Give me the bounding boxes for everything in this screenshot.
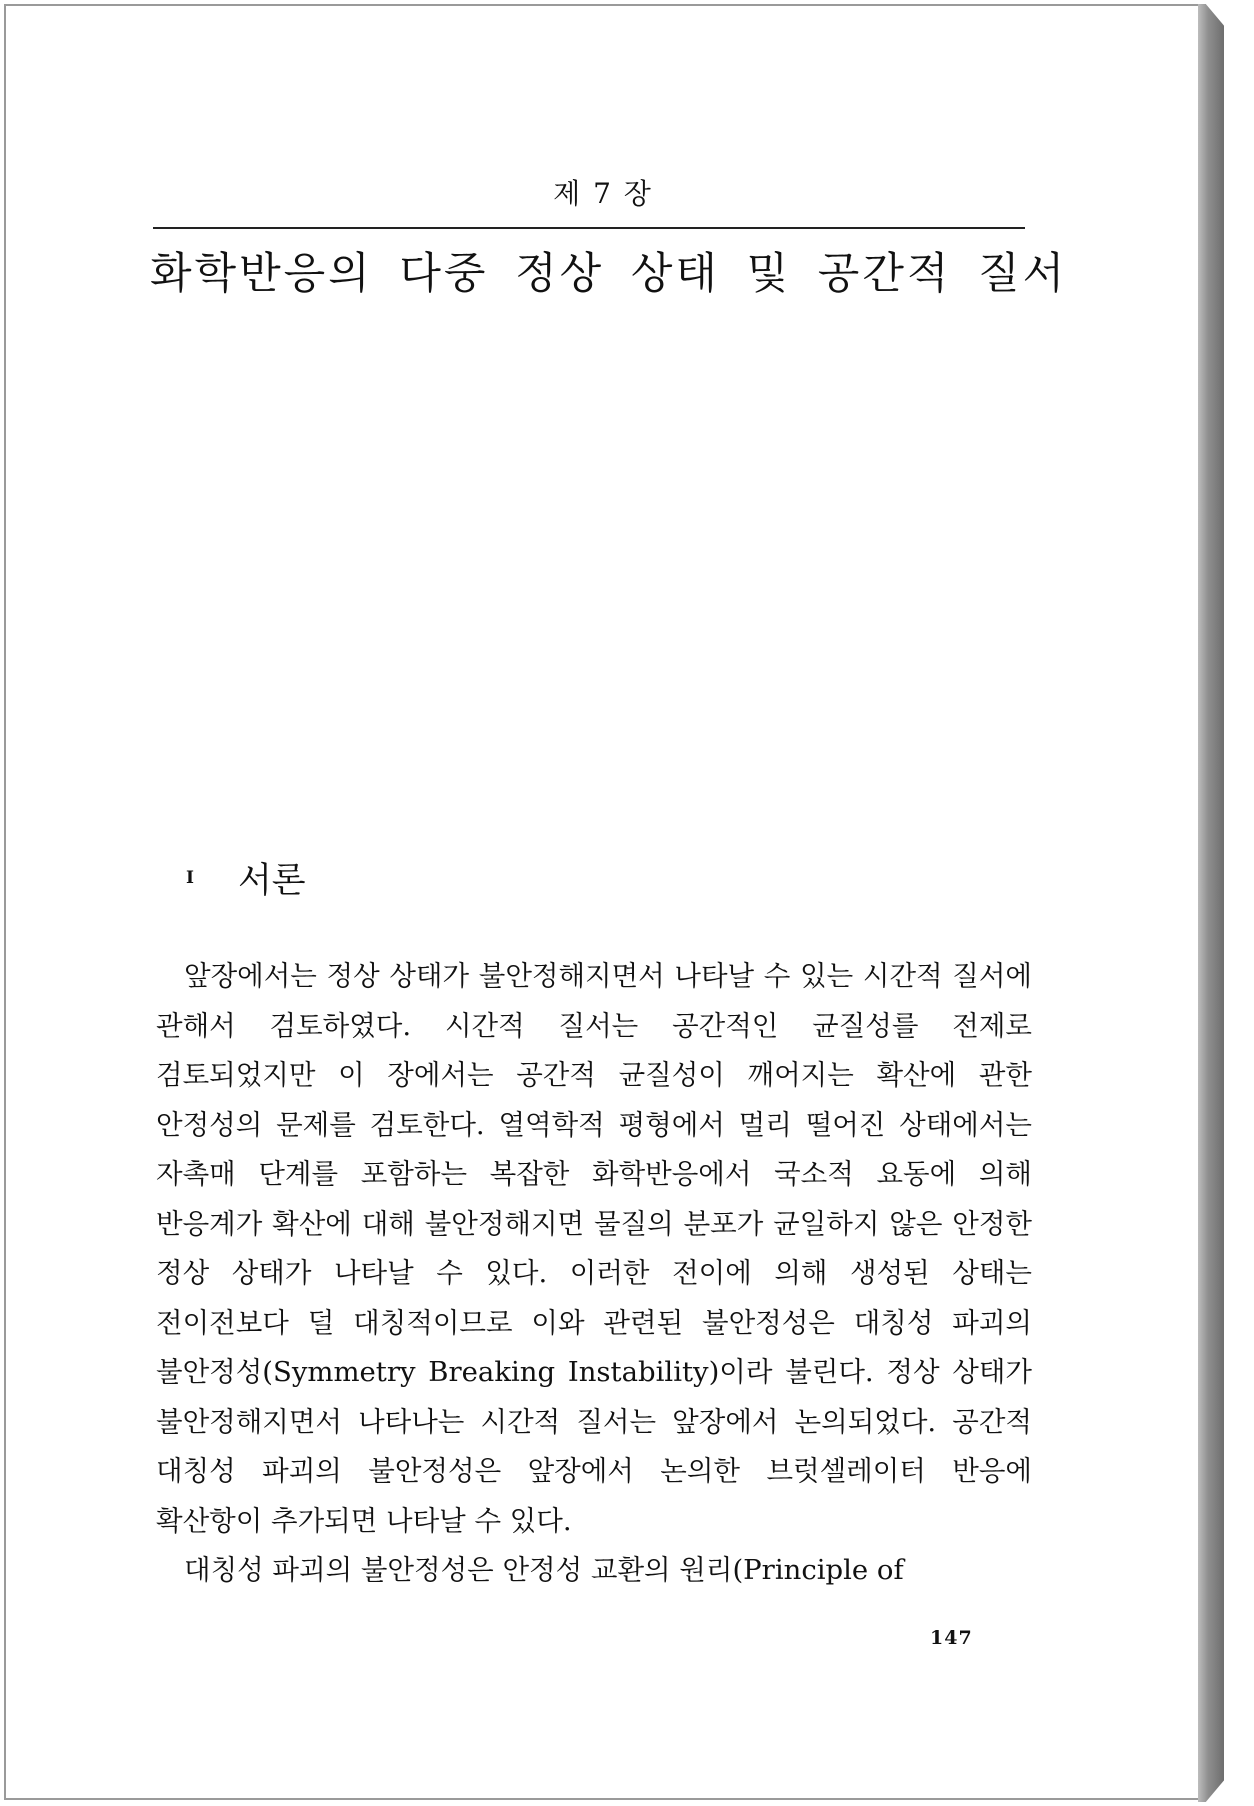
chapter-label: 제 7 장 [553,177,653,210]
chapter-rule [153,227,1025,229]
body-text [156,952,1032,1596]
paragraph-2: 대칭성 파괴의 불안정성은 안정성 교환의 원리(Principle of [184,1554,904,1586]
section-number: I [186,868,194,888]
page-edge-shadow [1198,4,1224,1802]
section-title: 서론 [238,861,306,901]
section-heading [186,853,306,903]
paragraph-1: 앞장에서는 정상 상태가 불안정해지면서 나타날 수 있는 시간적 질서에 관해서 검토하였다. 시간적 질서는 공간적인 균질성를 전제로 검토되었지만 이 장에서는 공간적 균질성이 깨어지는 확산에 관한 안정성의 문제를 검토한다. 열역학적 평형에서 멀리 떨어진 상태에서는 자촉매 단계를 포함하는 복잡한 화학반응에서 국소적 요동에 의해 반응계가 확산에 대해 불안정해지면 물질의 분포가 균일하지 않은 안정한 정상 상태가 나타날 수 있다. 이러한 전이에 의해 생성된 상태는 전이전보다 덜 대칭적이므로 이와 관련된 불안정성은 대칭성 파괴의 불안정성(Symmetry Breaking Instability)이라 불린다. 정상 상태가 불안정해지면서 나타나는 시간적 질서는 앞장에서 논의되었다. 공간적 대칭성 파괴의 불안정성은 앞장에서 논의한 브럿셀레이터 반응에 확산항이 추가되면 나타날 수 있다. [156,960,1032,1537]
chapter-title: 화학반응의 다중 정상 상태 및 공간적 질서 [150,249,1068,299]
page-number: 147 [930,1627,973,1649]
